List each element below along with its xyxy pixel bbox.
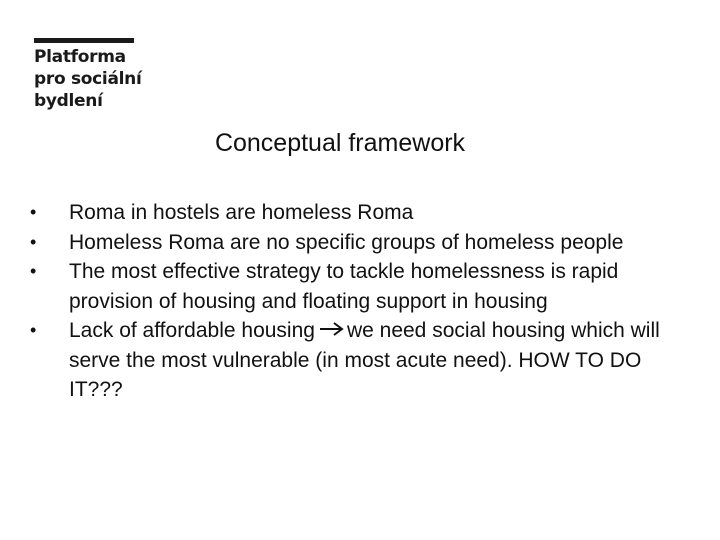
arrow-right-icon [319,321,345,337]
logo-bar [34,38,134,43]
slide-title: Conceptual framework [214,129,466,157]
bullet-marker: • [30,202,37,222]
bullet-marker: • [30,261,37,281]
platforma-logo [34,38,174,112]
logo-line-1: Platforma [34,47,126,67]
bullet-text: Homeless Roma are no specific groups of homeless people [69,230,624,254]
bullet-text-before: Lack of affordable housing [69,319,315,342]
bullet-item-3 [30,257,670,316]
bullet-item-1 [30,198,670,228]
logo-line-2: pro sociální [34,69,142,89]
bullet-item-4 [30,316,670,405]
bullet-list [30,198,670,405]
logo-line-3: bydlení [34,91,103,111]
bullet-marker: • [30,231,37,252]
bullet-text-after: we need social housing which will serve the most vulnerable (in most acute need). HOW TO DO IT??? [69,319,660,401]
bullet-item-2 [30,228,670,258]
bullet-marker: • [30,320,37,340]
bullet-text: Roma in hostels are homeless Roma [69,201,414,224]
bullet-text: The most effective strategy to tackle homelessness is rapid provision of housing and floating support in housing [69,260,619,313]
